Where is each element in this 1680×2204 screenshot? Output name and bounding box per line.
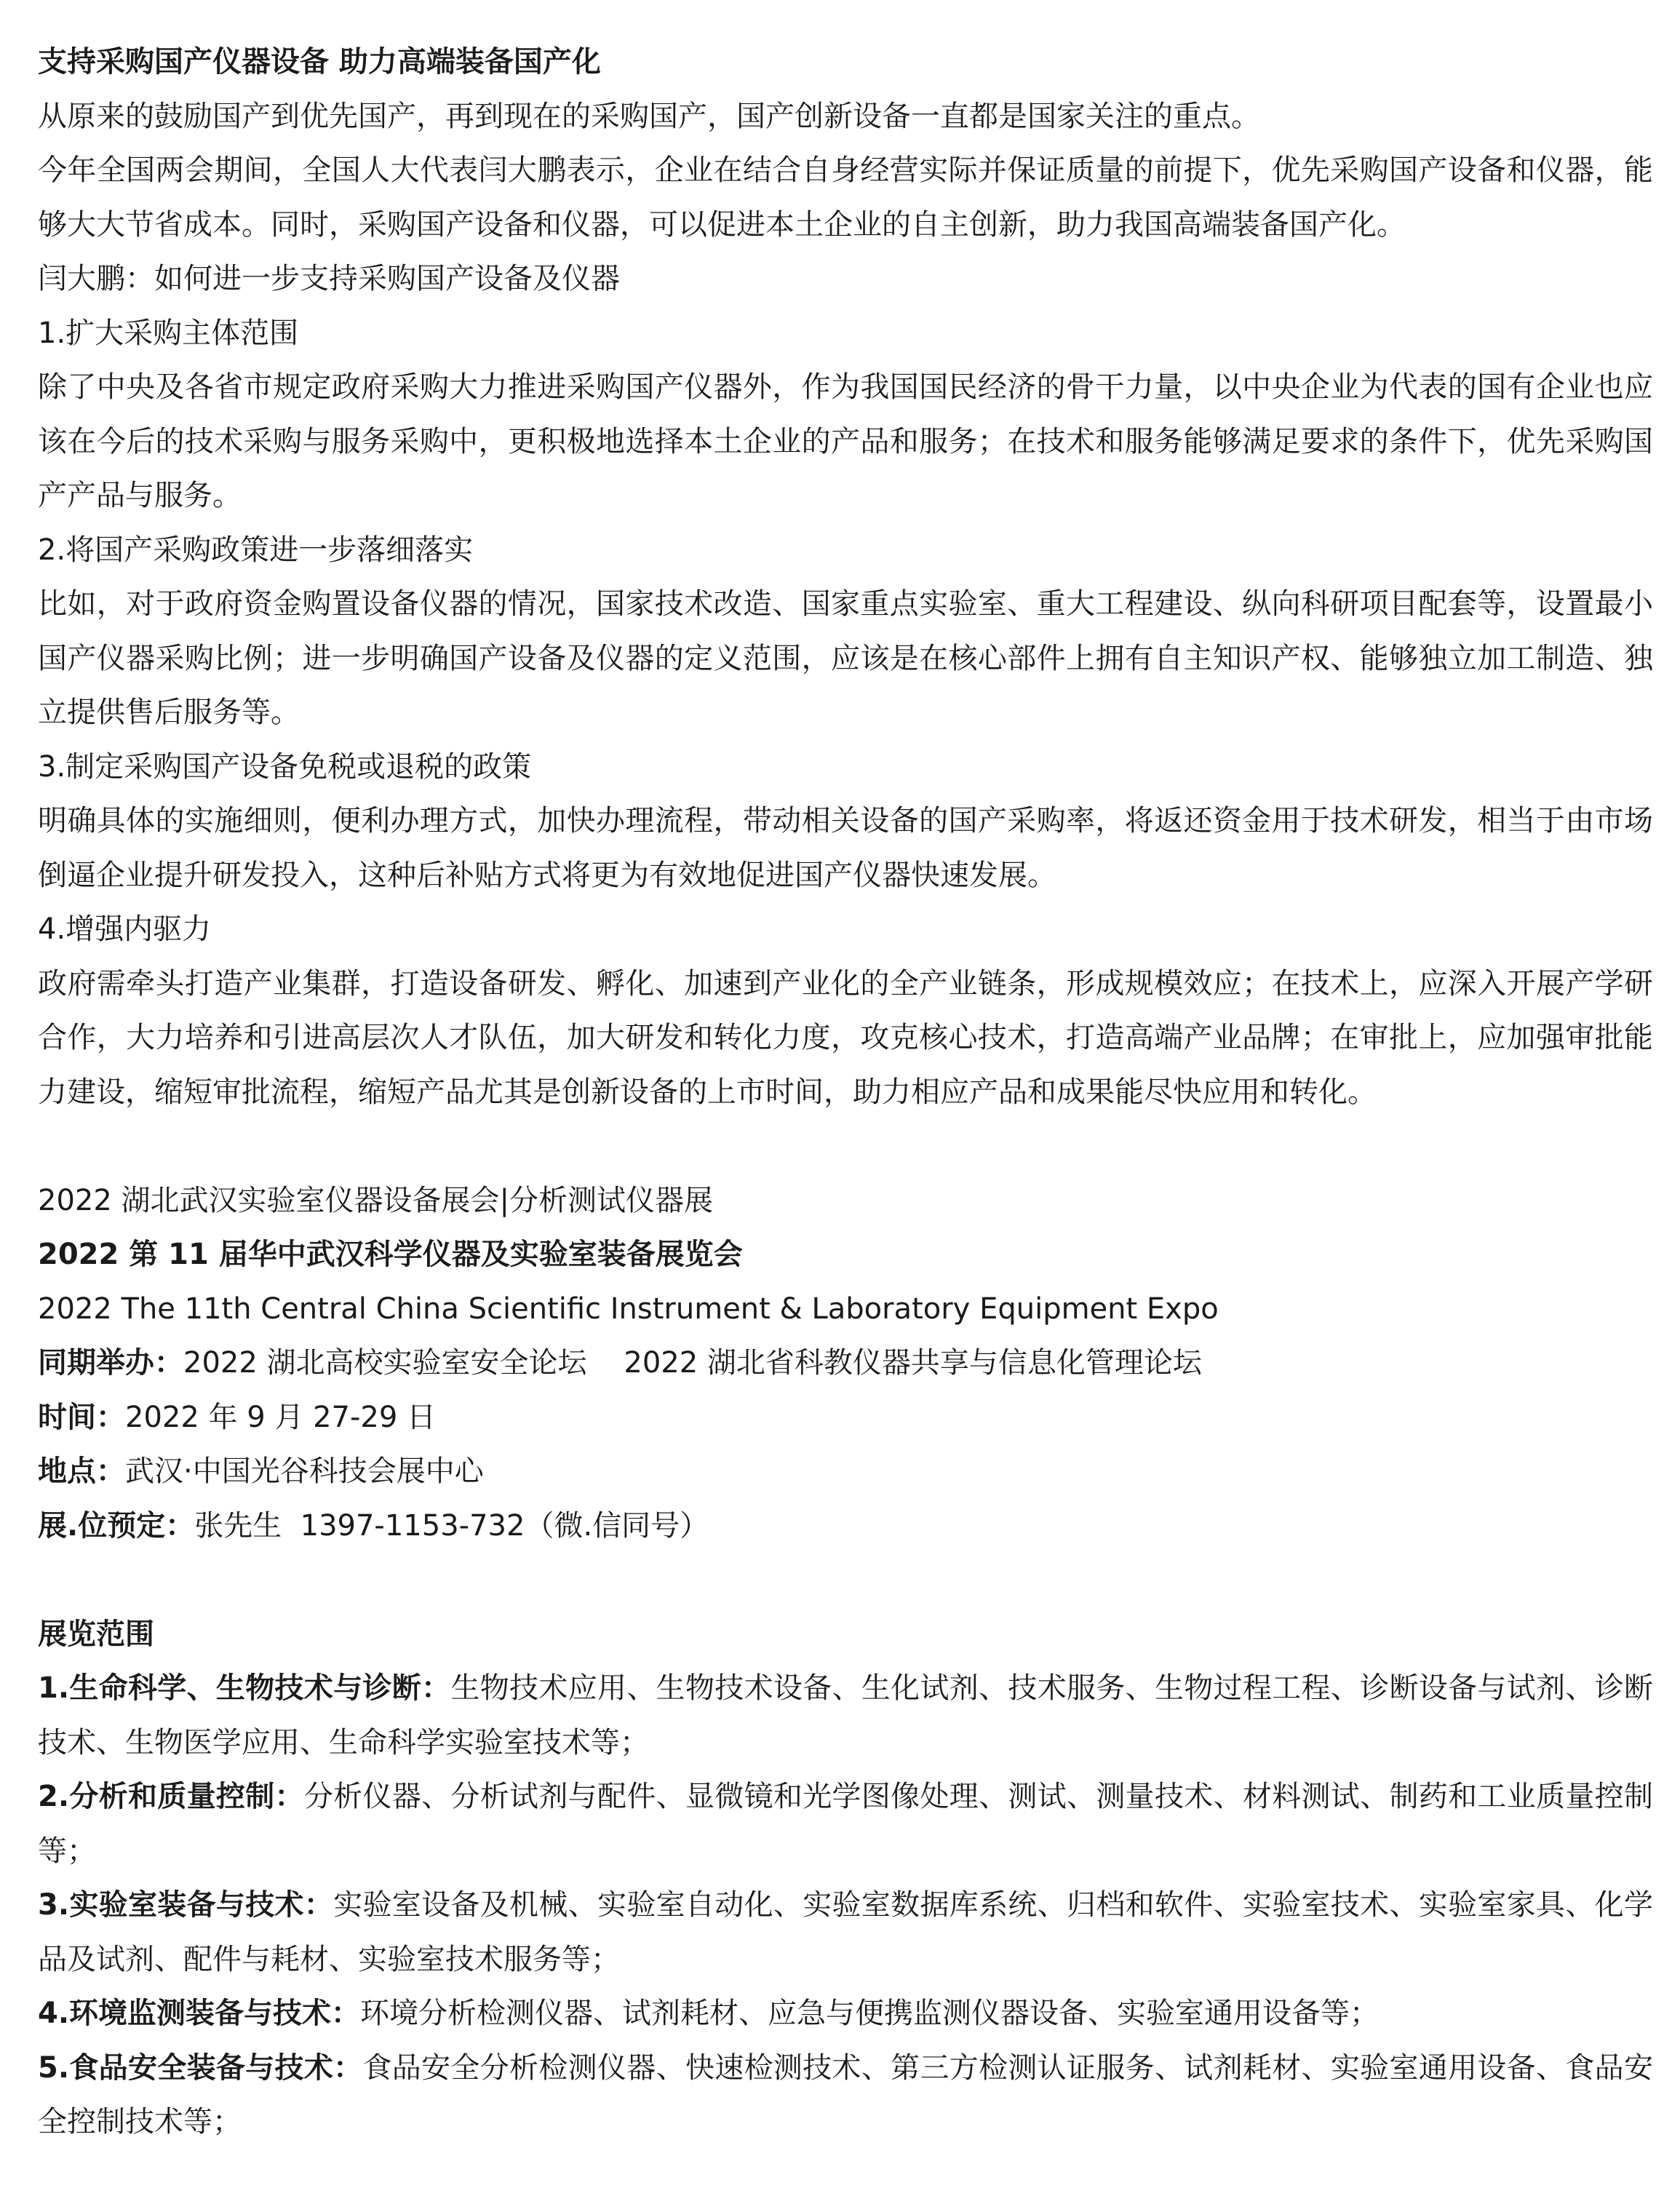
expo-booking-label: 展.位预定： — [38, 1508, 195, 1543]
expo-concurrent-value: 2022 湖北高校实验室安全论坛 2022 湖北省科教仪器共享与信息化管理论坛 — [183, 1346, 1202, 1380]
expo-line-1: 2022 湖北武汉实验室仪器设备展会|分析测试仪器展 — [38, 1183, 713, 1217]
expo-concurrent-label: 同期举办： — [38, 1346, 183, 1380]
article-title: 支持采购国产仪器设备 助力高端装备国产化 — [38, 45, 601, 79]
expo-time-label: 时间： — [38, 1400, 125, 1434]
scope-heading: 展览范围 — [38, 1617, 154, 1651]
scope-item-5-text: 食品安全分析检测仪器、快速检测技术、第三方检测认证服务、试剂耗材、实验室通用设备、食品安全控制技术等； — [38, 2050, 1653, 2139]
expo-booking-value: 张先生 1397-1153-732（微.信同号） — [194, 1508, 709, 1543]
expo-venue-value: 武汉·中国光谷科技会展中心 — [125, 1455, 484, 1488]
expo-title-cn: 2022 第 11 届华中武汉科学仪器及实验室装备展览会 — [38, 1238, 743, 1271]
point-3-body: 明确具体的实施细则，便利办理方式，加快办理流程，带动相关设备的国产采购率，将返还资金用于技术研发，相当于由市场倒逼企业提升研发投入，这种后补贴方式将更为有效地促进国产仪器快速发展。 — [38, 804, 1653, 892]
scope-item-1-label: 1.生命科学、生物技术与诊断： — [38, 1671, 451, 1705]
point-4-heading: 4.增强内驱力 — [38, 912, 212, 946]
scope-item-1-text: 生物技术应用、生物技术设备、生化试剂、技术服务、生物过程工程、诊断设备与试剂、诊断技术、生物医学应用、生命科学实验室技术等； — [38, 1671, 1654, 1759]
expo-venue — [38, 1444, 1653, 1499]
scope-item-1 — [38, 1661, 1653, 1770]
article-subtitle: 闫大鹏：如何进一步支持采购国产设备及仪器 — [38, 262, 620, 295]
expo-venue-label: 地点： — [38, 1455, 125, 1488]
point-4-body: 政府需牵头打造产业集群，打造设备研发、孵化、加速到产业化的全产业链条，形成规模效应；在技术上，应深入开展产学研合作，大力培养和引进高层次人才队伍，加大研发和转化力度，攻克核心技术，打造高端产业品牌；在审批上，应加强审批能力建设，缩短审批流程，缩短产品尤其是创新设备的上市时间，助力相应产品和成果能尽快应用和转化。 — [38, 966, 1653, 1109]
scope-item-4-text: 环境分析检测仪器、试剂耗材、应急与便携监测仪器设备、实验室通用设备等； — [360, 1997, 1380, 2030]
point-1-body: 除了中央及各省市规定政府采购大力推进采购国产仪器外，作为我国国民经济的骨干力量，以中央企业为代表的国有企业也应该在今后的技术采购与服务采购中，更积极地选择本土企业的产品和服务；在技术和服务能够满足要求的条件下，优先采购国产产品与服务。 — [38, 370, 1653, 512]
scope-item-3-label: 3.实验室装备与技术： — [38, 1888, 334, 1922]
point-1-heading: 1.扩大采购主体范围 — [38, 316, 299, 350]
spacer — [38, 1553, 1653, 1607]
scope-item-5-label: 5.食品安全装备与技术： — [38, 2050, 363, 2085]
scope-item-3 — [38, 1878, 1653, 1986]
article-intro-2: 今年全国两会期间，全国人大代表闫大鹏表示，企业在结合自身经营实际并保证质量的前提下，优先采购国产设备和仪器，能够大大节省成本。同时，采购国产设备和仪器，可以促进本土企业的自主创新，助力我国高端装备国产化。 — [38, 154, 1653, 242]
document-page — [38, 35, 1653, 2149]
point-2-body: 比如，对于政府资金购置设备仪器的情况，国家技术改造、国家重点实验室、重大工程建设、纵向科研项目配套等，设置最小国产仪器采购比例；进一步明确国产设备及仪器的定义范围，应该是在核心部件上拥有自主知识产权、能够独立加工制造、独立提供售后服务等。 — [38, 587, 1653, 729]
expo-time-value: 2022 年 9 月 27-29 日 — [125, 1400, 437, 1434]
point-3-heading: 3.制定采购国产设备免税或退税的政策 — [38, 749, 532, 784]
expo-concurrent — [38, 1336, 1653, 1391]
scope-item-5 — [38, 2041, 1653, 2149]
expo-time — [38, 1391, 1653, 1445]
scope-item-4 — [38, 1986, 1653, 2041]
scope-item-2-text: 分析仪器、分析试剂与配件、显微镜和光学图像处理、测试、测量技术、材料测试、制药和工业质量控制等； — [38, 1780, 1653, 1868]
point-2-heading: 2.将国产采购政策进一步落细落实 — [38, 533, 474, 567]
expo-booking — [38, 1499, 1653, 1553]
article-intro-1: 从原来的鼓励国产到优先国产，再到现在的采购国产，国产创新设备一直都是国家关注的重点。 — [38, 99, 1260, 133]
scope-item-3-text: 实验室设备及机械、实验室自动化、实验室数据库系统、归档和软件、实验室技术、实验室家具、化学品及试剂、配件与耗材、实验室技术服务等； — [38, 1888, 1653, 1976]
scope-item-2 — [38, 1770, 1653, 1878]
spacer — [38, 1119, 1653, 1174]
expo-title-en: 2022 The 11th Central China Scientific Instrument & Laboratory Equipment Expo — [38, 1292, 1219, 1326]
scope-item-4-label: 4.环境监测装备与技术： — [38, 1997, 361, 2030]
scope-item-2-label: 2.分析和质量控制： — [38, 1780, 304, 1813]
